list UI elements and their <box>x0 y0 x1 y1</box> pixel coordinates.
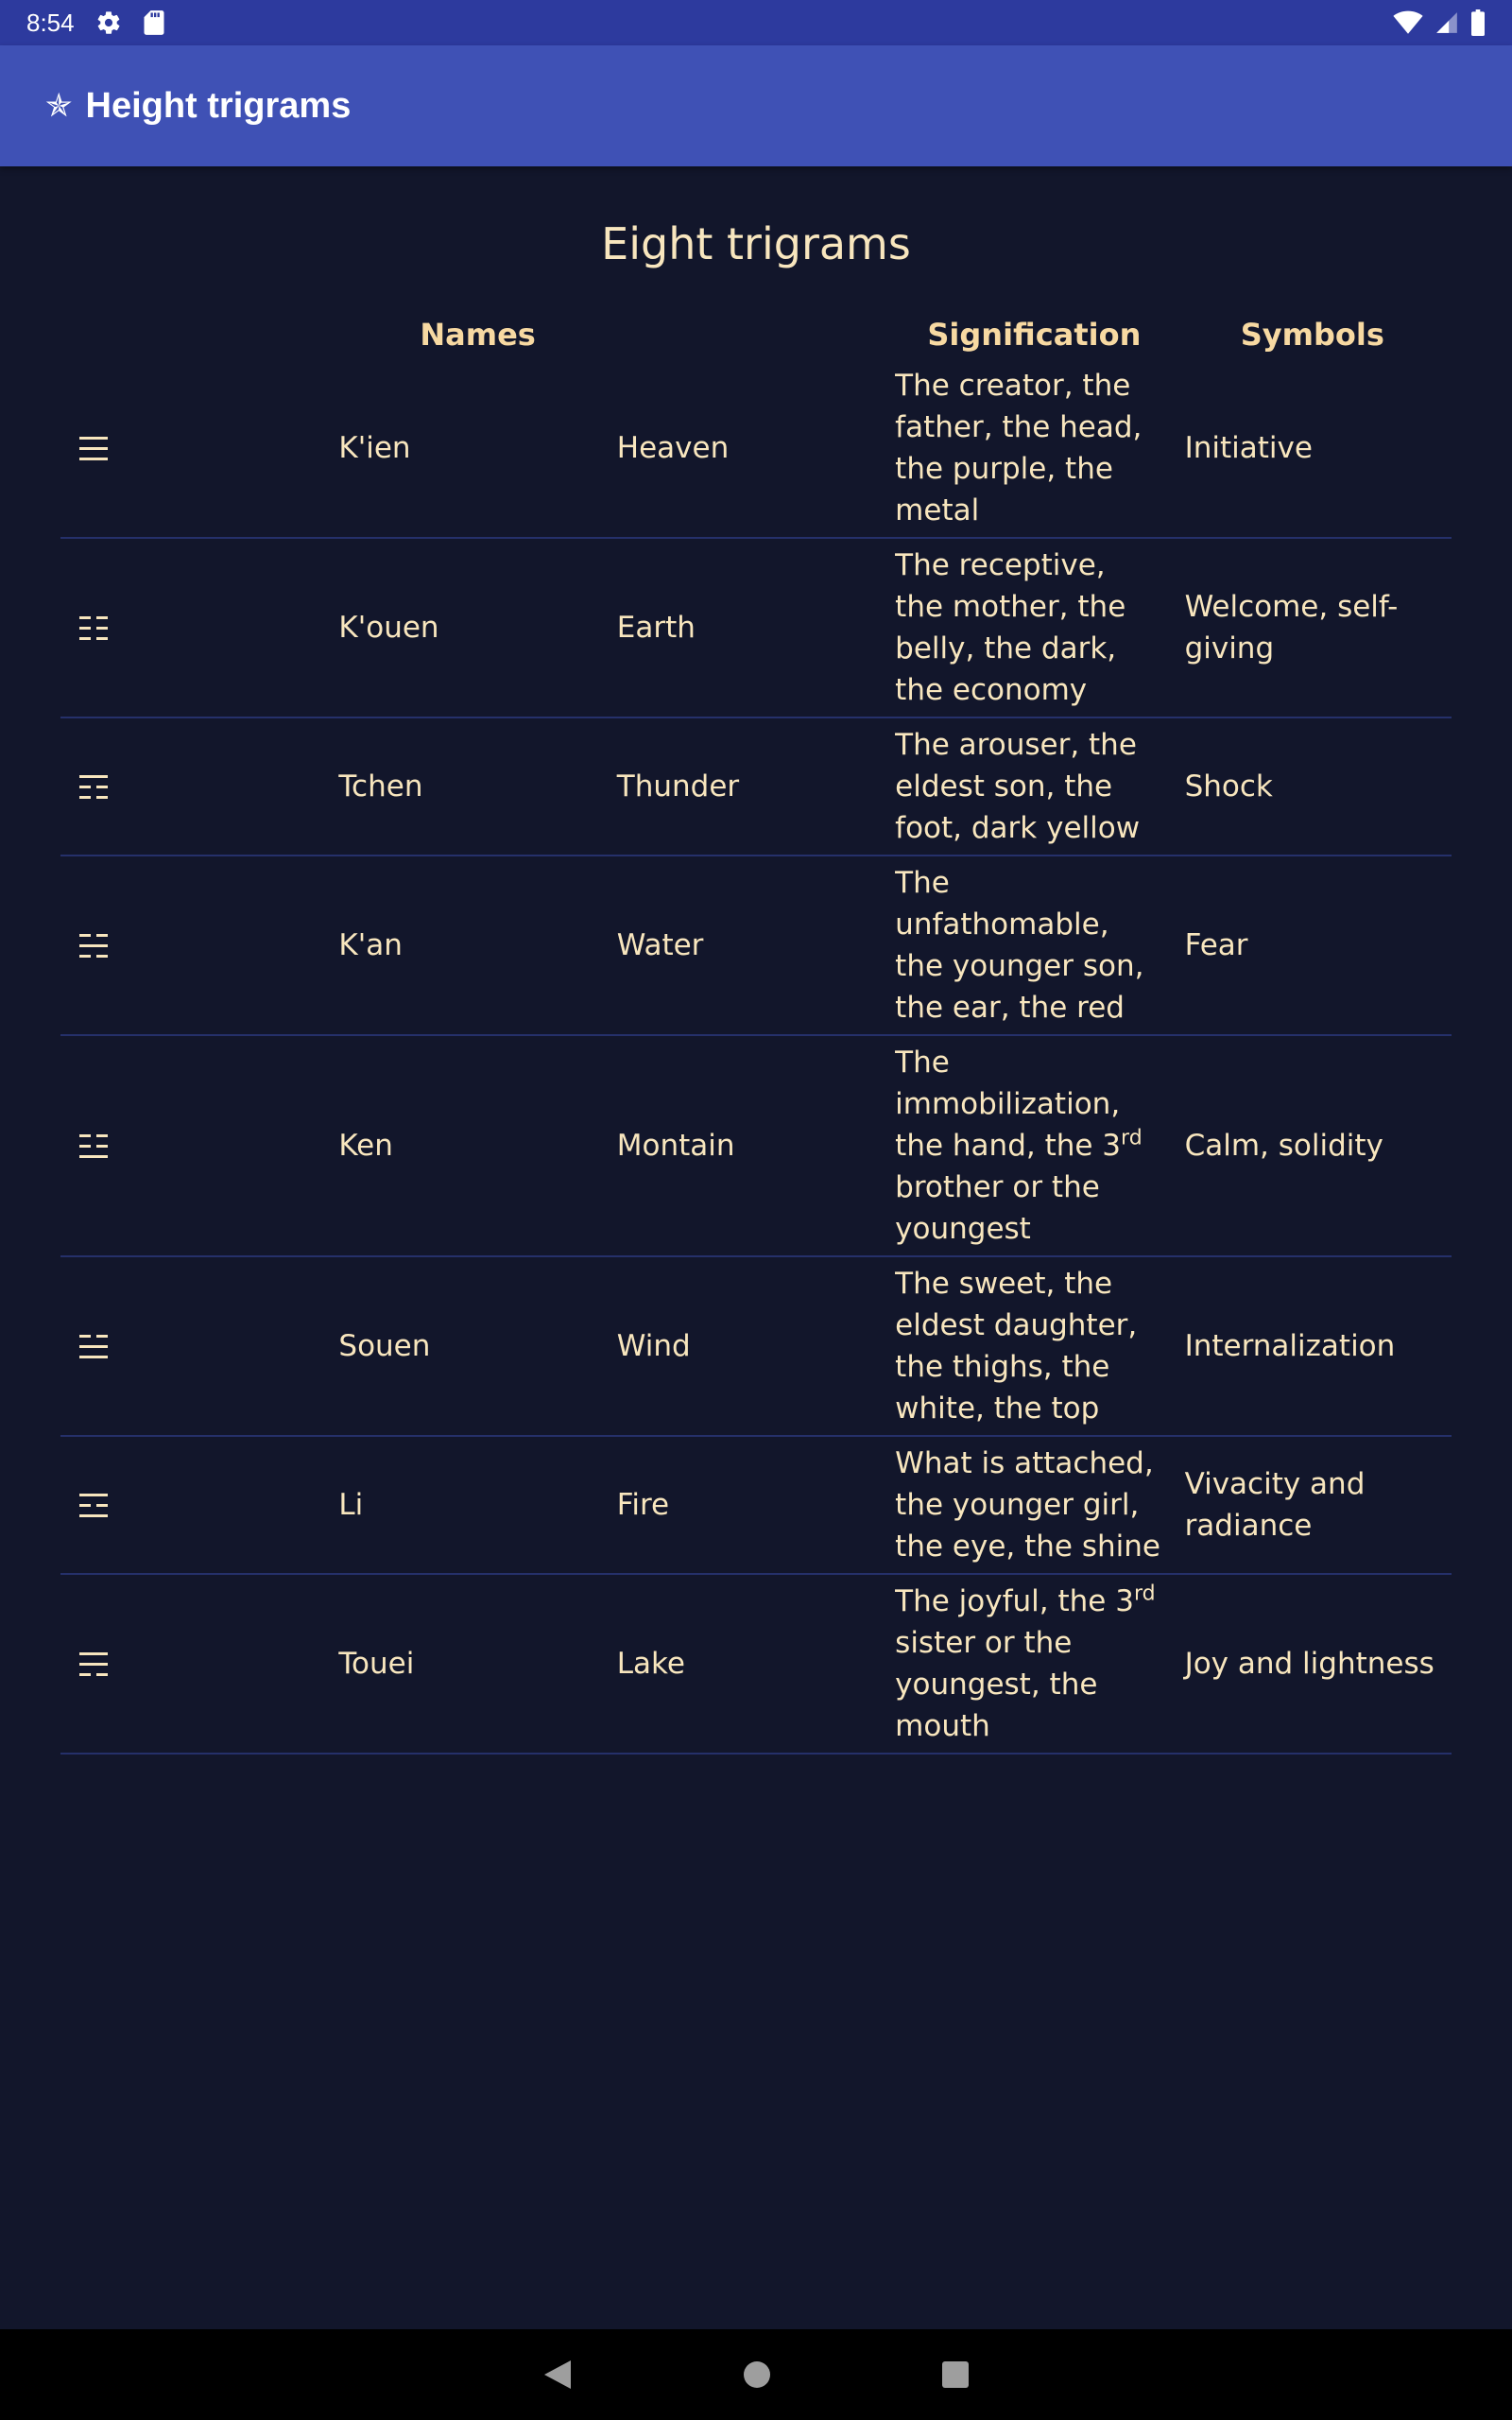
trigram-icon <box>79 435 108 461</box>
trigram-symbol: Internalization <box>1174 1256 1452 1436</box>
trigram-icon <box>79 1651 108 1677</box>
page-heading: Eight trigrams <box>601 218 911 269</box>
trigram-glyph-cell <box>60 856 338 1035</box>
trigram-icon <box>79 1333 108 1359</box>
ordinal-suffix: rd <box>1133 1582 1156 1606</box>
trigram-icon <box>79 1132 108 1159</box>
trigram-element: Water <box>617 856 895 1035</box>
table-header-row <box>60 310 1452 359</box>
main-content <box>60 166 1452 1754</box>
trigram-element: Thunder <box>617 717 895 856</box>
table-row <box>60 1436 1452 1574</box>
trigram-glyph-cell <box>60 1436 338 1574</box>
battery-icon <box>1470 9 1486 36</box>
status-left <box>26 9 165 38</box>
trigram-symbol: Calm, solidity <box>1174 1035 1452 1256</box>
ordinal-suffix: rd <box>1121 1126 1143 1150</box>
table-row <box>60 1035 1452 1256</box>
trigram-name: Souen <box>338 1256 616 1436</box>
trigram-signification: The sweet, the eldest daughter, the thighs, the white, the top <box>895 1256 1173 1436</box>
trigram-signification <box>895 1035 1173 1256</box>
trigram-symbol: Shock <box>1174 717 1452 856</box>
app-bar <box>0 45 1512 166</box>
trigram-name: K'ouen <box>338 538 616 717</box>
trigram-element: Lake <box>617 1574 895 1754</box>
table-row <box>60 359 1452 538</box>
trigram-glyph-cell <box>60 538 338 717</box>
trigram-symbol: Fear <box>1174 856 1452 1035</box>
trigram-element: Montain <box>617 1035 895 1256</box>
trigram-element: Earth <box>617 538 895 717</box>
trigram-element: Fire <box>617 1436 895 1574</box>
trigram-icon <box>79 932 108 959</box>
trigram-element: Wind <box>617 1256 895 1436</box>
trigram-symbol: Joy and lightness <box>1174 1574 1452 1754</box>
trigram-glyph-cell <box>60 1035 338 1256</box>
star-icon: ✯ <box>45 87 73 125</box>
home-icon[interactable] <box>743 2360 771 2389</box>
header-symbols: Symbols <box>1240 317 1384 353</box>
trigram-glyph-cell <box>60 717 338 856</box>
trigram-signification: The arouser, the eldest son, the foot, dark yellow <box>895 717 1173 856</box>
signification-text: The immobilization, the hand, the 3 <box>895 1046 1122 1163</box>
trigram-icon <box>79 773 108 800</box>
trigram-name: Li <box>338 1436 616 1574</box>
signification-text: brother or the youngest <box>895 1170 1100 1246</box>
trigram-name: Touei <box>338 1574 616 1754</box>
signification-text: sister or the youngest, the mouth <box>895 1626 1098 1743</box>
table-row <box>60 856 1452 1035</box>
trigram-signification: The unfathomable, the younger son, the ear, the red <box>895 856 1173 1035</box>
status-bar <box>0 0 1512 45</box>
trigram-table <box>60 310 1452 1754</box>
back-icon[interactable] <box>542 2359 573 2391</box>
trigram-name: Tchen <box>338 717 616 856</box>
signal-icon <box>1435 10 1459 35</box>
table-row <box>60 538 1452 717</box>
trigram-glyph-cell <box>60 1574 338 1754</box>
trigram-signification: The receptive, the mother, the belly, the dark, the economy <box>895 538 1173 717</box>
trigram-symbol: Initiative <box>1174 359 1452 538</box>
table-row <box>60 1574 1452 1754</box>
trigram-symbol: Welcome, self-giving <box>1174 538 1452 717</box>
table-row <box>60 1256 1452 1436</box>
recents-icon[interactable] <box>941 2360 970 2389</box>
trigram-signification: What is attached, the younger girl, the eye, the shine <box>895 1436 1173 1574</box>
trigram-icon <box>79 1492 108 1518</box>
sd-card-icon <box>143 9 165 36</box>
navigation-bar <box>0 2329 1512 2420</box>
trigram-name: K'an <box>338 856 616 1035</box>
trigram-element: Heaven <box>617 359 895 538</box>
wifi-icon <box>1393 10 1423 35</box>
trigram-name: K'ien <box>338 359 616 538</box>
trigram-signification <box>895 1574 1173 1754</box>
gear-icon <box>95 9 122 36</box>
trigram-icon <box>79 614 108 641</box>
status-time: 8:54 <box>26 8 75 37</box>
status-right <box>1393 9 1486 36</box>
trigram-glyph-cell <box>60 1256 338 1436</box>
table-row <box>60 717 1452 856</box>
trigram-symbol: Vivacity and radiance <box>1174 1436 1452 1574</box>
app-title: Height trigrams <box>85 85 352 126</box>
header-signification: Signification <box>927 317 1142 353</box>
trigram-glyph-cell <box>60 359 338 538</box>
table-body <box>60 359 1452 1754</box>
header-names: Names <box>420 317 536 353</box>
trigram-name: Ken <box>338 1035 616 1256</box>
trigram-signification: The creator, the father, the head, the purple, the metal <box>895 359 1173 538</box>
signification-text: The joyful, the 3 <box>895 1584 1134 1618</box>
